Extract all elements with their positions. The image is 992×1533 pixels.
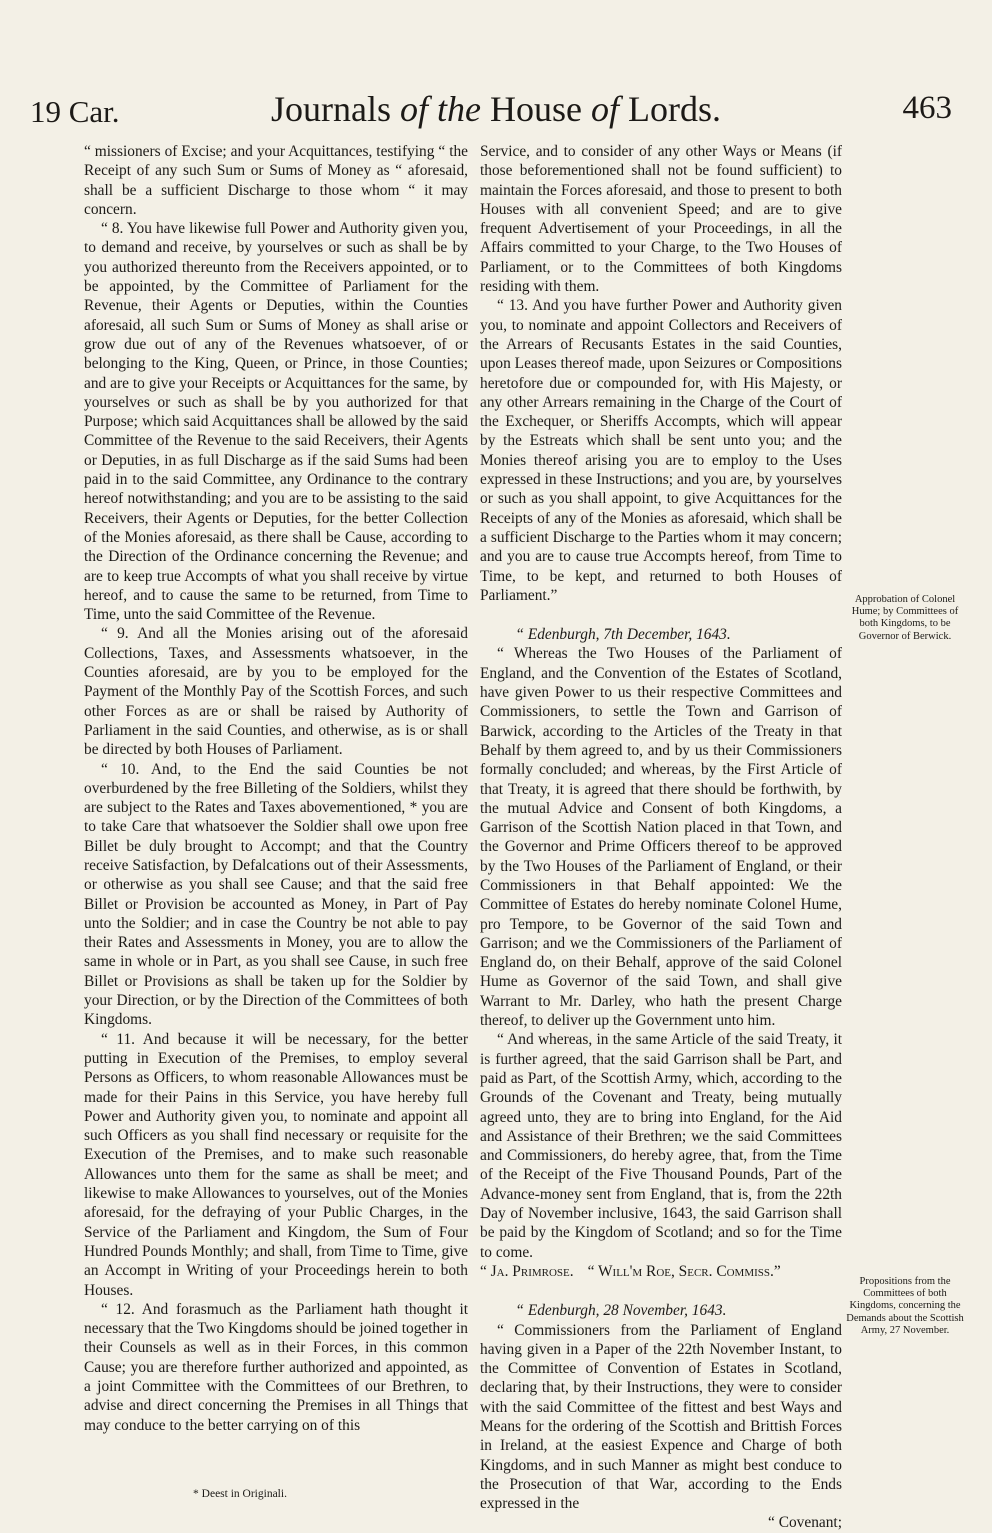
paragraph-11: “ 11. And because it will be necessary, for the better putting in Execution of the Premises, to employ several Persons as Officers, to whom reasonable Allowances must be made for their Pains in this Service, you have hereby full Power and Authority given you, to nominate and appoint all such Officers as you shall find necessary or requisite for the Execution of the Premises, and to make such reasonable Allowances unto them for the same as shall be meet; and likewise to make Allowances to yourselves, out of the Monies aforesaid, for the defraying of your Public Charges, in the Service of the Parliament and Kingdom, the Sum of Four Hundred Pounds Monthly; and shall, from Time to Time, give an Accompt in Writing of your Proceedings herein to both Houses. [84,1030,468,1299]
dateline-propositions: “ Edenburgh, 28 November, 1643. [515,1302,727,1320]
running-header [0,84,992,136]
catchword: “ Covenant; [768,1514,842,1532]
left-column [84,142,468,1435]
berwick-paragraph-2: “ And whereas, in the same Article of the said Treaty, it is further agreed, that the said Garrison shall be Part, and paid as Part, of the Scottish Army, which, according to the Grounds of the Covenant and Treaty, being mutually agreed unto, they are to bring into England, for the Aid and Assistance of their Brethren; we the said Committees and Commissioners, do hereby agree, that, from the Time of the Receipt of the Five Thousand Pounds, Part of the Advance-money sent from England, that is, from the 22th Day of November inclusive, 1643, the said Garrison shall be paid by the Kingdom of Scotland; and so for the Time to come. [480,1031,842,1261]
right-column [480,142,842,1533]
footnote: * Deest in Originali. [193,1488,287,1500]
title-part-4: of [590,89,619,129]
signature-primrose: “ Ja. Primrose. [480,1262,574,1280]
dateline-berwick: “ Edenburgh, 7th December, 1643. [515,626,731,644]
paragraph-continuation: “ missioners of Excise; and your Acquittances, testifying “ the Receipt of any such Sum or Sums of Money as “ aforesaid, shall be a sufficient Discharge to those whom “ it may concern. [84,143,468,218]
paragraph-8: “ 8. You have likewise full Power and Authority given you, to demand and receive, by yourselves or such as shall be by you authorized thereunto from the Receivers appointed, or to be appointed, by the Committee of Parliament for the Revenue, their Agents or Deputies, within the Counties aforesaid, all such Sum or Sums of Money as shall arise or grow due out of any of the Revenues whatsoever, of or belonging to the King, Queen, or Prince, in those Counties; and are to give your Receipts or Acquittances for the same, by yourselves or such as shall be by you authorized for that Purpose; which said Acquittances shall be allowed by the said Committee of the Revenue to the said Receivers, their Agents or Deputies, in as full Discharge as if the said Sums had been paid in to the said Committee, any Ordinance to the contrary hereof notwithstanding; and you are to be assisting to the said Receivers, their Agents or Deputies, for the better Collection of the Monies aforesaid, as there shall be Cause, according to the Direction of the Ordinance concerning the Revenue; and are to keep true Accompts of what you shall receive by virtue hereof, and to cause the same to be returned, from Time to Time, unto the said Committee of the Revenue. [84,220,468,624]
margin-note-propositions: Propositions from the Committees of both Kingdoms, concerning the Demands about the Scottish Army, 27 November. [846,1276,964,1336]
title-part-3: House [480,89,591,129]
journal-title [0,88,992,130]
title-part-1: Journals [271,89,400,129]
paragraph-12: “ 12. And forasmuch as the Parliament hath thought it necessary that the Two Kingdoms should be joined together in their Counsels as well as in their Forces, in this common Cause; you are therefore further authorized and appointed, as a joint Committee with the Committees of our Brethren, to advise and direct concerning the Premises in all Things that may conduce to the better carrying on of this [84,1300,468,1434]
paragraph-12-continued: Service, and to consider of any other Ways or Means (if those beforementioned shall not be found sufficient) to maintain the Forces aforesaid, and those to present to both Houses with all convenient Speed; and are to give frequent Advertisement of your Proceedings, in all the Affairs committed to your Charge, to the Two Houses of Parliament, or to the Committees of both Kingdoms residing with them. [480,143,842,296]
regnal-year: 19 Car. [30,94,120,129]
signatures [480,1262,842,1281]
paragraph-10: “ 10. And, to the End the said Counties be not overburdened by the free Billeting of the Soldiers, whilst they are subject to the Rates and Taxes abovementioned, * you are to take Care that whatsoever the Soldier shall owe upon free Billet be duly brought to Accompt; and that the Country receive Satisfaction, by Defalcations out of their Assessments, or otherwise as you shall see Cause; and that the said free Billet or Provision be accounted as Money, in Part of Pay unto the Soldier; and in case the Country be not able to pay their Rates and Assessments in Money, you are to allow the same in whole or in Part, as you shall see Cause, in such free Billet or Provisions as shall be taken up for the Soldier by your Direction, or by the Direction of the Committees of both Kingdoms. [84,760,468,1029]
page-number: 463 [902,90,952,126]
paragraph-9: “ 9. And all the Monies arising out of the aforesaid Collections, Taxes, and Assessments whatsoever, in the Counties aforesaid, are by you to be employed for the Payment of the Monthly Pay of the Scottish Forces, and such other Forces as are or shall be raised by Authority of Parliament in the said Counties, and otherwise, as is or shall be directed by both Houses of Parliament. [84,625,468,759]
section-gap [480,605,842,625]
title-part-5: Lords. [619,89,721,129]
signature-roe: “ Will'm Roe, Secr. Commiss.” [587,1262,781,1280]
title-part-2: of the [400,89,481,129]
section-gap [480,1281,842,1301]
propositions-paragraph: “ Commissioners from the Parliament of England having given in a Paper of the 22th November Instant, to the Committee of Convention of Estates in Scotland, declaring that, by their Instructions, they were to consider with the said Committee of the fittest and best Ways and Means for the ordering of the Scottish and Brittish Forces in Ireland, at the easiest Expence and Charge of both Kingdoms, and in such Manner as might best conduce to the Prosecution of that War, according to the Ends expressed in the [480,1321,842,1513]
berwick-paragraph-1: “ Whereas the Two Houses of the Parliament of England, and the Convention of the Estates of Scotland, have given Power to us their respective Committees and Commissioners, to settle the Town and Garrison of Barwick, according to the Articles of the Treaty in that Behalf by them agreed to, and by us their Commissioners formally concluded; and whereas, by the First Article of that Treaty, it is agreed that there should be forthwith, by the mutual Advice and Consent of both Kingdoms, a Garrison of the Scottish Nation placed in that Town, and the Governor and Prime Officers thereof to be approved by the Two Houses of the Parliament of England, or their Commissioners in that Behalf appointed: We the Committee of Estates do hereby nominate Colonel Hume, pro Tempore, to be Governor of the said Town and Garrison; and we the Commissioners of the Parliament of England do, on their Behalf, approve of the said Colonel Hume as Governor of the said Town, and shall give Warrant to Mr. Darley, who hath the present Charge thereof, to deliver up the Government unto him. [480,645,842,1030]
margin-note-berwick: Approbation of Colonel Hume; by Committees of both Kingdoms, to be Governor of Berwick. [851,594,959,642]
paragraph-13: “ 13. And you have further Power and Authority given you, to nominate and appoint Collectors and Receivers of the Arrears of Recusants Estates in the said Counties, upon Leases thereof made, upon Seizures or Compositions heretofore due or compounded for, with His Majesty, or any other Arrears remaining in the Charge of the Court of the Exchequer, or Sheriffs Accompts, which will appear by the Estreats which shall be sent unto you; and the Monies thereof arising you are to employ to the Uses expressed in these Instructions; and you are, by yourselves or such as you shall appoint, to give Acquittances for the Receipts of any of the Monies as aforesaid, which shall be a sufficient Discharge to the Parties whom it may concern; and you are to cause true Accompts hereof, from Time to Time, to be kept, and returned to both Houses of Parliament.” [480,297,842,604]
